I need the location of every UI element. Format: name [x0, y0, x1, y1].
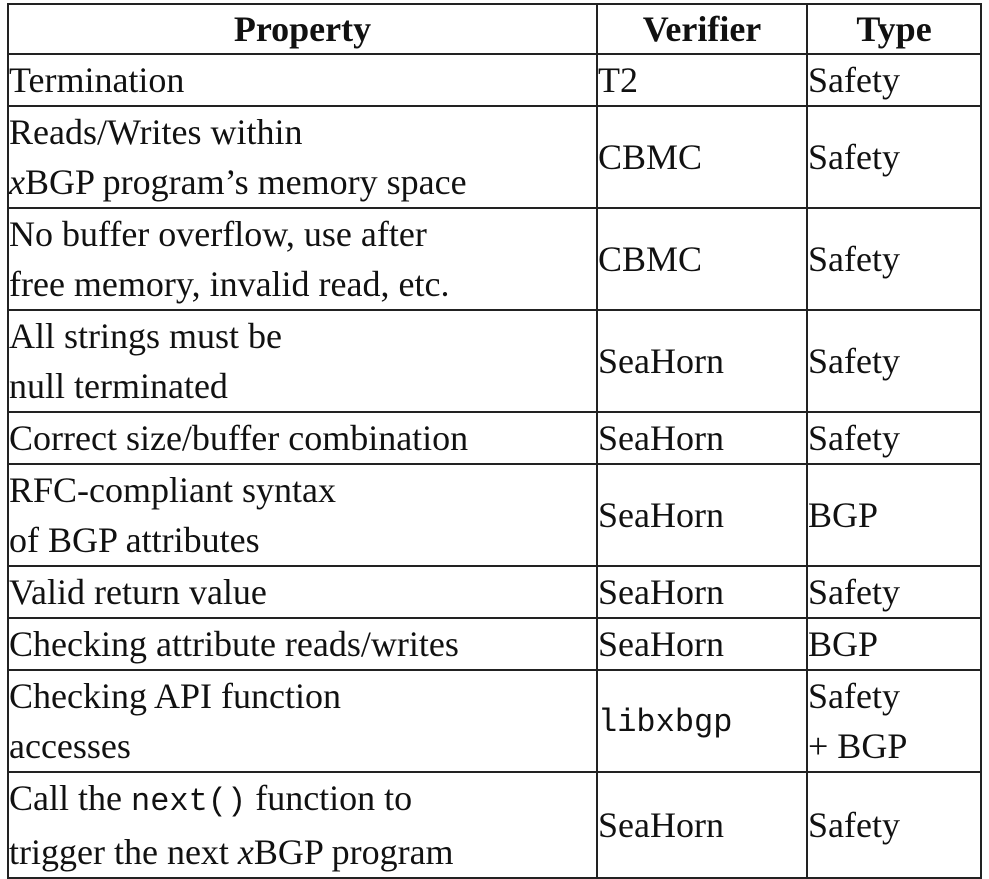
verifier-cell — [597, 670, 807, 772]
type-cell — [807, 772, 981, 878]
property-text: RFC-compliant syntax — [9, 470, 336, 510]
header-row — [8, 4, 981, 54]
properties-table — [7, 3, 982, 879]
table-row — [8, 618, 981, 670]
verifier-text: SeaHorn — [598, 572, 724, 612]
type-cell — [807, 670, 981, 772]
property-text: All strings must be — [9, 316, 283, 356]
property-text: x — [237, 832, 254, 872]
verifier-cell — [597, 106, 807, 208]
table-row — [8, 464, 981, 566]
property-cell — [8, 772, 597, 878]
property-cell — [8, 54, 597, 106]
verifier-cell — [597, 412, 807, 464]
type-text: BGP — [808, 624, 879, 664]
property-line — [9, 413, 596, 463]
property-text: Termination — [9, 60, 185, 100]
type-text: Safety — [808, 341, 900, 381]
property-line — [9, 773, 596, 827]
property-text: Correct size/buffer combination — [9, 418, 469, 458]
verifier-cell — [597, 618, 807, 670]
property-line — [9, 311, 596, 361]
table-row — [8, 670, 981, 772]
verifier-cell — [597, 208, 807, 310]
verifier-text: CBMC — [598, 239, 703, 279]
property-text: free memory, invalid read, etc. — [9, 264, 450, 304]
verifier-text: SeaHorn — [598, 805, 724, 845]
property-text: function to — [246, 778, 413, 818]
verifier-text: SeaHorn — [598, 418, 724, 458]
type-cell — [807, 208, 981, 310]
property-cell — [8, 618, 597, 670]
header-property: Property — [8, 4, 597, 54]
property-line — [9, 567, 596, 617]
type-cell — [807, 310, 981, 412]
property-line — [9, 619, 596, 669]
property-text: No buffer overflow, use after — [9, 214, 427, 254]
property-line — [9, 259, 596, 309]
header-type: Type — [807, 4, 981, 54]
type-cell — [807, 566, 981, 618]
table-row — [8, 208, 981, 310]
type-text: + BGP — [808, 726, 908, 766]
property-line — [9, 361, 596, 411]
property-cell — [8, 310, 597, 412]
property-text: next() — [130, 783, 247, 820]
table-row — [8, 566, 981, 618]
type-cell — [807, 618, 981, 670]
table-row — [8, 54, 981, 106]
type-text: Safety — [808, 418, 900, 458]
property-text: Valid return value — [9, 572, 267, 612]
header-verifier: Verifier — [597, 4, 807, 54]
type-cell — [807, 54, 981, 106]
verifier-text: SeaHorn — [598, 341, 724, 381]
verifier-cell — [597, 310, 807, 412]
property-line — [9, 157, 596, 207]
property-text: Checking API function — [9, 676, 341, 716]
type-text: Safety — [808, 239, 900, 279]
type-text: Safety — [808, 676, 900, 716]
property-cell — [8, 208, 597, 310]
verifier-cell — [597, 772, 807, 878]
verifier-cell — [597, 464, 807, 566]
type-cell — [807, 464, 981, 566]
property-text: Call the — [9, 778, 131, 818]
property-cell — [8, 412, 597, 464]
verifier-text: SeaHorn — [598, 495, 724, 535]
verifier-text: T2 — [598, 60, 638, 100]
type-cell — [807, 412, 981, 464]
property-text: BGP program — [253, 832, 454, 872]
property-cell — [8, 566, 597, 618]
verifier-text: libxbgp — [598, 704, 733, 741]
property-text: of BGP attributes — [9, 520, 260, 560]
property-line — [9, 107, 596, 157]
table-row — [8, 310, 981, 412]
property-line — [9, 515, 596, 565]
verifier-text: SeaHorn — [598, 624, 724, 664]
property-line — [9, 465, 596, 515]
property-line — [9, 671, 596, 721]
property-line — [9, 209, 596, 259]
table-row — [8, 106, 981, 208]
verifier-cell — [597, 54, 807, 106]
type-text: Safety — [808, 572, 900, 612]
property-text: Reads/Writes within — [9, 112, 303, 152]
verifier-cell — [597, 566, 807, 618]
type-text: Safety — [808, 60, 900, 100]
type-cell — [807, 106, 981, 208]
table-row — [8, 772, 981, 878]
property-line — [9, 721, 596, 771]
type-text: BGP — [808, 495, 879, 535]
type-text: Safety — [808, 805, 900, 845]
verifier-text: CBMC — [598, 137, 703, 177]
property-cell — [8, 464, 597, 566]
property-text: Checking attribute reads/writes — [9, 624, 459, 664]
type-text: Safety — [808, 137, 900, 177]
table-row — [8, 412, 981, 464]
property-text: x — [9, 162, 25, 202]
property-cell — [8, 670, 597, 772]
property-text: accesses — [9, 726, 131, 766]
property-text: trigger the next — [9, 832, 238, 872]
property-text: null terminated — [9, 366, 228, 406]
property-text: BGP program’s memory space — [24, 162, 467, 202]
property-line — [9, 827, 596, 877]
property-cell — [8, 106, 597, 208]
table-body — [8, 54, 981, 878]
property-line — [9, 55, 596, 105]
